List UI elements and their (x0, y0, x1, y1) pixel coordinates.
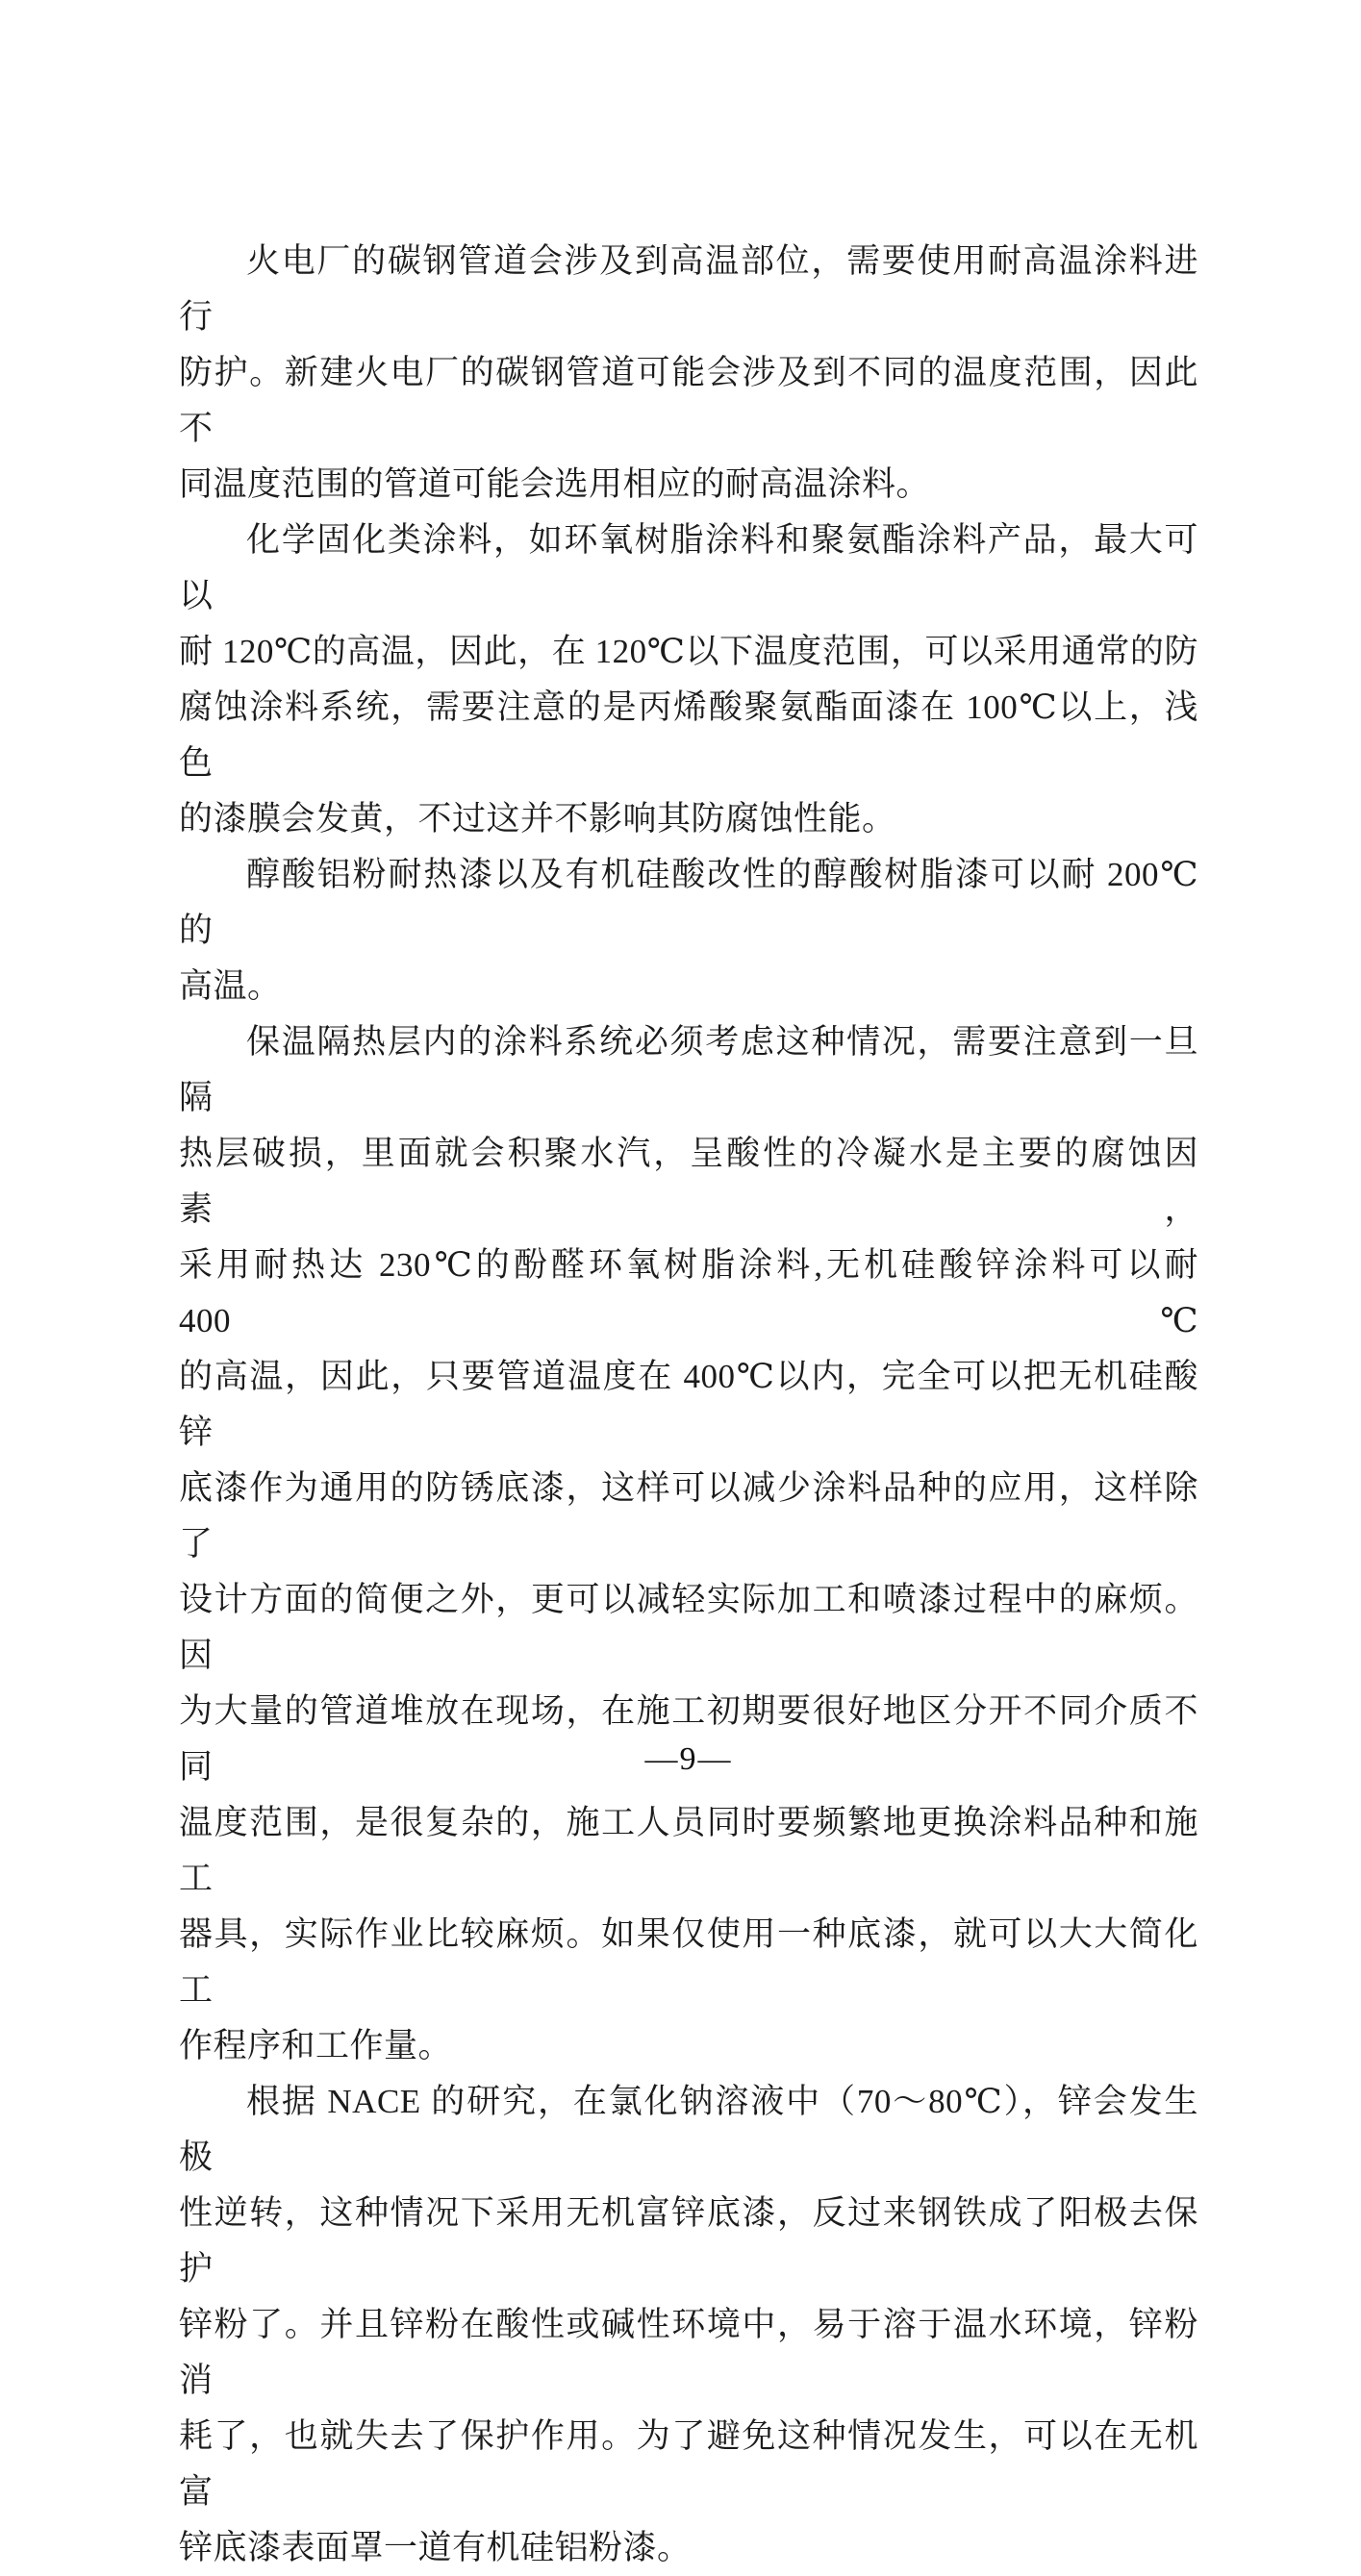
text-line: 设计方面的简便之外，更可以减轻实际加工和喷漆过程中的麻烦。因 (179, 1581, 1198, 1674)
text-line: 温度范围，是很复杂的，施工人员同时要频繁地更换涂料品种和施工 (179, 1804, 1198, 1897)
text-line: 为大量的管道堆放在现场，在施工初期要很好地区分开不同介质不同 (179, 1692, 1198, 1786)
paragraph (179, 1014, 1198, 2074)
text-line: 高温。 (179, 967, 282, 1005)
text-line: 腐蚀涂料系统，需要注意的是丙烯酸聚氨酯面漆在 100℃以上，浅色 (179, 688, 1198, 782)
text-line: 热层破损，里面就会积聚水汽，呈酸性的冷凝水是主要的腐蚀因素， (179, 1135, 1198, 1228)
text-line: 保温隔热层内的涂料系统必须考虑这种情况，需要注意到一旦隔 (179, 1023, 1198, 1116)
paragraph (179, 2074, 1198, 2576)
text-line: 耐 120℃的高温，因此，在 120℃以下温度范围，可以采用通常的防 (179, 633, 1198, 670)
text-line: 锌粉了。并且锌粉在酸性或碱性环境中，易于溶于温水环境，锌粉消 (179, 2306, 1198, 2399)
text-line: 同温度范围的管道可能会选用相应的耐高温涂料。 (179, 465, 931, 503)
text-line: 性逆转，这种情况下采用无机富锌底漆，反过来钢铁成了阳极去保护 (179, 2194, 1198, 2288)
page-number: —9— (644, 1741, 733, 1777)
text-line: 的漆膜会发黄，不过这并不影响其防腐蚀性能。 (179, 800, 896, 838)
paragraph (179, 513, 1198, 847)
text-line: 根据 NACE 的研究，在氯化钠溶液中（70～80℃），锌会发生极 (179, 2083, 1198, 2176)
text-line: 火电厂的碳钢管道会涉及到高温部位，需要使用耐高温涂料进行 (179, 242, 1198, 336)
text-line: 化学固化类涂料，如环氧树脂涂料和聚氨酯涂料产品，最大可以 (179, 521, 1198, 614)
paragraph (179, 234, 1198, 513)
paragraph (179, 847, 1198, 1014)
text-line: 作程序和工作量。 (179, 2027, 453, 2064)
text-line: 的高温，因此，只要管道温度在 400℃以内，完全可以把无机硅酸锌 (179, 1358, 1198, 1451)
text-line: 防护。新建火电厂的碳钢管道可能会涉及到不同的温度范围，因此不 (179, 354, 1198, 447)
text-line: 耗了，也就失去了保护作用。为了避免这种情况发生，可以在无机富 (179, 2417, 1198, 2511)
text-line: 醇酸铝粉耐热漆以及有机硅酸改性的醇酸树脂漆可以耐 200℃的 (179, 856, 1198, 949)
text-line: 锌底漆表面罩一道有机硅铝粉漆。 (179, 2529, 692, 2566)
text-line: 采用耐热达 230℃的酚醛环氧树脂涂料,无机硅酸锌涂料可以耐 400℃ (179, 1246, 1198, 1339)
page-footer (179, 1732, 1198, 1788)
text-line: 底漆作为通用的防锈底漆，这样可以减少涂料品种的应用，这样除了 (179, 1469, 1198, 1563)
text-block (179, 234, 1198, 2576)
text-line: 器具，实际作业比较麻烦。如果仅使用一种底漆，就可以大大简化工 (179, 1915, 1198, 2009)
